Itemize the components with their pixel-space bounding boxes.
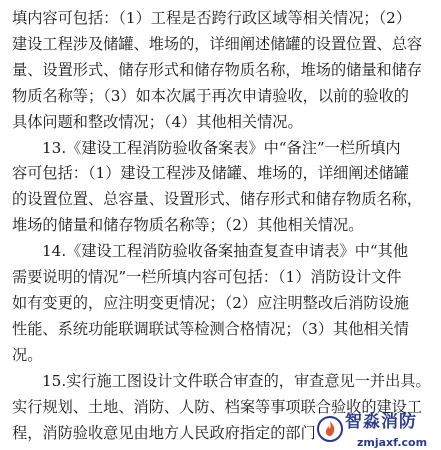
paragraph-13 bbox=[12, 136, 429, 240]
text-line: 实行规划、土地、消防、人防、档案等事项联合验收的建设工 bbox=[12, 397, 423, 416]
text-line: 性能、系统功能联调联试等检测合格情况；（3）其他相关情 bbox=[12, 319, 409, 338]
watermark bbox=[317, 412, 437, 449]
text-line: 14.《建设工程消防验收备案抽查复查申请表》中“其他 bbox=[42, 242, 409, 261]
text-line: 物质名称等；（3）如本次属于再次申请验收，以前的验收的 bbox=[12, 86, 409, 105]
text-line: 填内容可包括：（1）工程是否跨行政区域等相关情况；（2） bbox=[12, 9, 412, 27]
text-line: 量、设置形式、储存形式和储存物质名称，堆场的储量和储存 bbox=[12, 60, 423, 79]
text-line: 13.《建设工程消防验收备案表》中“备注”一栏所填内 bbox=[42, 138, 401, 157]
watermark-brand: 智淼消防 bbox=[345, 412, 417, 432]
paragraph-12-continuation bbox=[12, 6, 429, 136]
text-line: 需要说明的情况”一栏所填内容可包括：（1）消防设计文件 bbox=[12, 268, 402, 287]
text-line: 况。 bbox=[12, 345, 43, 364]
watermark-url: zmjaxf.com bbox=[357, 436, 428, 449]
text-line: 堆场的储量和储存物质名称等；（2）其他相关情况。 bbox=[12, 216, 364, 235]
flame-logo-icon bbox=[317, 416, 343, 442]
text-line: 15.实行施工图设计文件联合审查的，审查意见一并出具。 bbox=[42, 371, 431, 390]
text-line: 建设工程涉及储罐、堆场的，详细阐述储罐的设置位置、总容 bbox=[12, 34, 423, 53]
text-line: 的设置位置、总容量、设置形式、储存形式和储存物质名称， bbox=[12, 190, 423, 209]
paragraph-14 bbox=[12, 239, 429, 369]
text-line: 如有变更的，应注明变更情况；（2）应注明整改后消防设施 bbox=[12, 293, 409, 312]
text-line: 程，消防验收意见由地方人民政府指定的部门 bbox=[12, 423, 316, 442]
text-line: 容可包括：（1）建设工程涉及储罐、堆场的，详细阐述储罐 bbox=[12, 164, 409, 183]
text-line: 具体问题和整改情况；（4）其他相关情况。 bbox=[12, 112, 303, 131]
